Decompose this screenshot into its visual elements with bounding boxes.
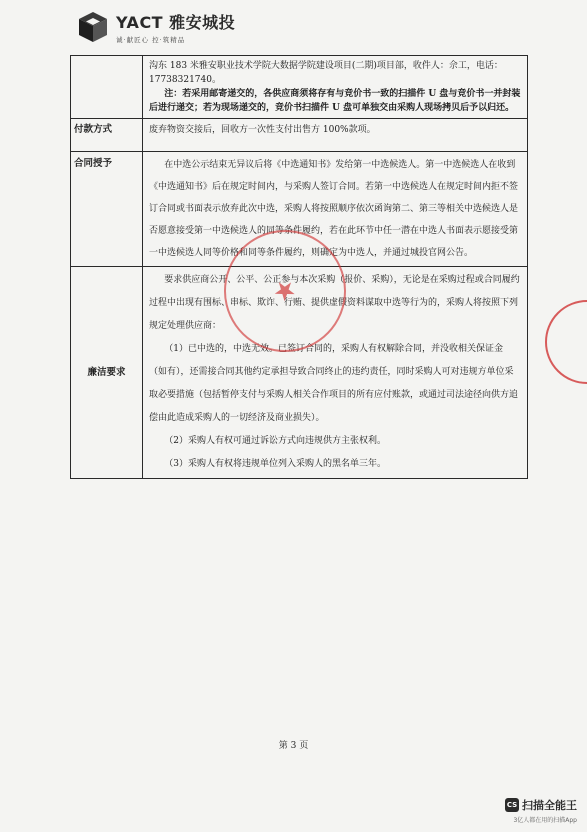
row-content bbox=[143, 56, 528, 119]
page-number: 第 3 页 bbox=[278, 741, 309, 751]
row-label: 廉洁要求 bbox=[71, 267, 143, 479]
row-content bbox=[143, 152, 528, 267]
brand-slogan: 诚·献匠心 控·筑精品 bbox=[116, 36, 186, 44]
cube-logo-icon bbox=[76, 10, 110, 44]
partial-seal bbox=[545, 300, 587, 384]
delivery-note-text: 注：若采用邮寄递交的，各供应商须将存有与竞价书一致的扫描件 U 盘与竞价书一并封装后进行递交；若为现场递交的，竞价书扫描件 U 盘可单独交由采购人现场拷贝后予以归还。 bbox=[149, 89, 521, 113]
integrity-intro-text: 要求供应商公开、公平、公正参与本次采购（报价、采购），无论是在采购过程或合同履约过程中出现有围标、串标、欺诈、行贿、提供虚假资料谋取中选等行为的，采购人将按照下列规定处理供应商： bbox=[149, 275, 520, 331]
integrity-item-1: （1）已中选的，中选无效。已签订合同的，采购人有权解除合同，并没收相关保证金（如有），还需接合同其他约定承担导致合同终止的违约责任，同时采购人可对违规方单位采取必要措施（包括暂停支付与采购人相关合作项目的所有应付账款，或通过司法途径向供方追偿由此造成采购人的一切经济及商业损失）。 bbox=[149, 344, 519, 423]
payment-text: 废弃物资交接后，回收方一次性支付出售方 100%款项。 bbox=[149, 125, 376, 135]
row-label: 付款方式 bbox=[71, 119, 143, 152]
delivery-address-text: 沟东 183 米雅安职业技术学院大数据学院建设项目(二期)项目部，收件人：佘工，电话：17738321740。 bbox=[149, 61, 503, 85]
scanner-app-name: 扫描全能王 bbox=[522, 799, 577, 812]
company-logo bbox=[76, 10, 235, 44]
integrity-item-3: （3）采购人有权将违规单位列入采购人的黑名单三年。 bbox=[164, 459, 387, 469]
row-content bbox=[143, 119, 528, 152]
row-label bbox=[71, 56, 143, 119]
scanner-app-tagline: 3亿人都在用的扫描App bbox=[513, 817, 577, 824]
scanner-app-icon: CS bbox=[505, 798, 519, 812]
brand-name: YACT 雅安城投 bbox=[116, 13, 236, 32]
contract-award-text: 在中选公示结束无异议后将《中选通知书》发给第一中选候选人。第一中选候选人在收到《中选通知书》后在规定时间内，与采购人签订合同。若第一中选候选人在规定时间内拒不签订合同或书面表示放弃此次中选，采购人将按照顺序依次函询第二、第三等相关中选候选人是否愿意接受第一中选候选人的同等条件履约，若在此环节中任一潜在中选人书面表示愿接受第一中选候选人同等价格和同等条件履约，则确定为中选人，并通过城投官网公告。 bbox=[149, 160, 519, 258]
scanner-watermark bbox=[505, 797, 577, 824]
table-row bbox=[71, 56, 528, 119]
row-label: 合同授予 bbox=[71, 152, 143, 267]
integrity-item-2: （2）采购人有权可通过诉讼方式向违规供方主张权利。 bbox=[164, 436, 387, 446]
table-row bbox=[71, 119, 528, 152]
star-icon: ★ bbox=[266, 272, 304, 310]
